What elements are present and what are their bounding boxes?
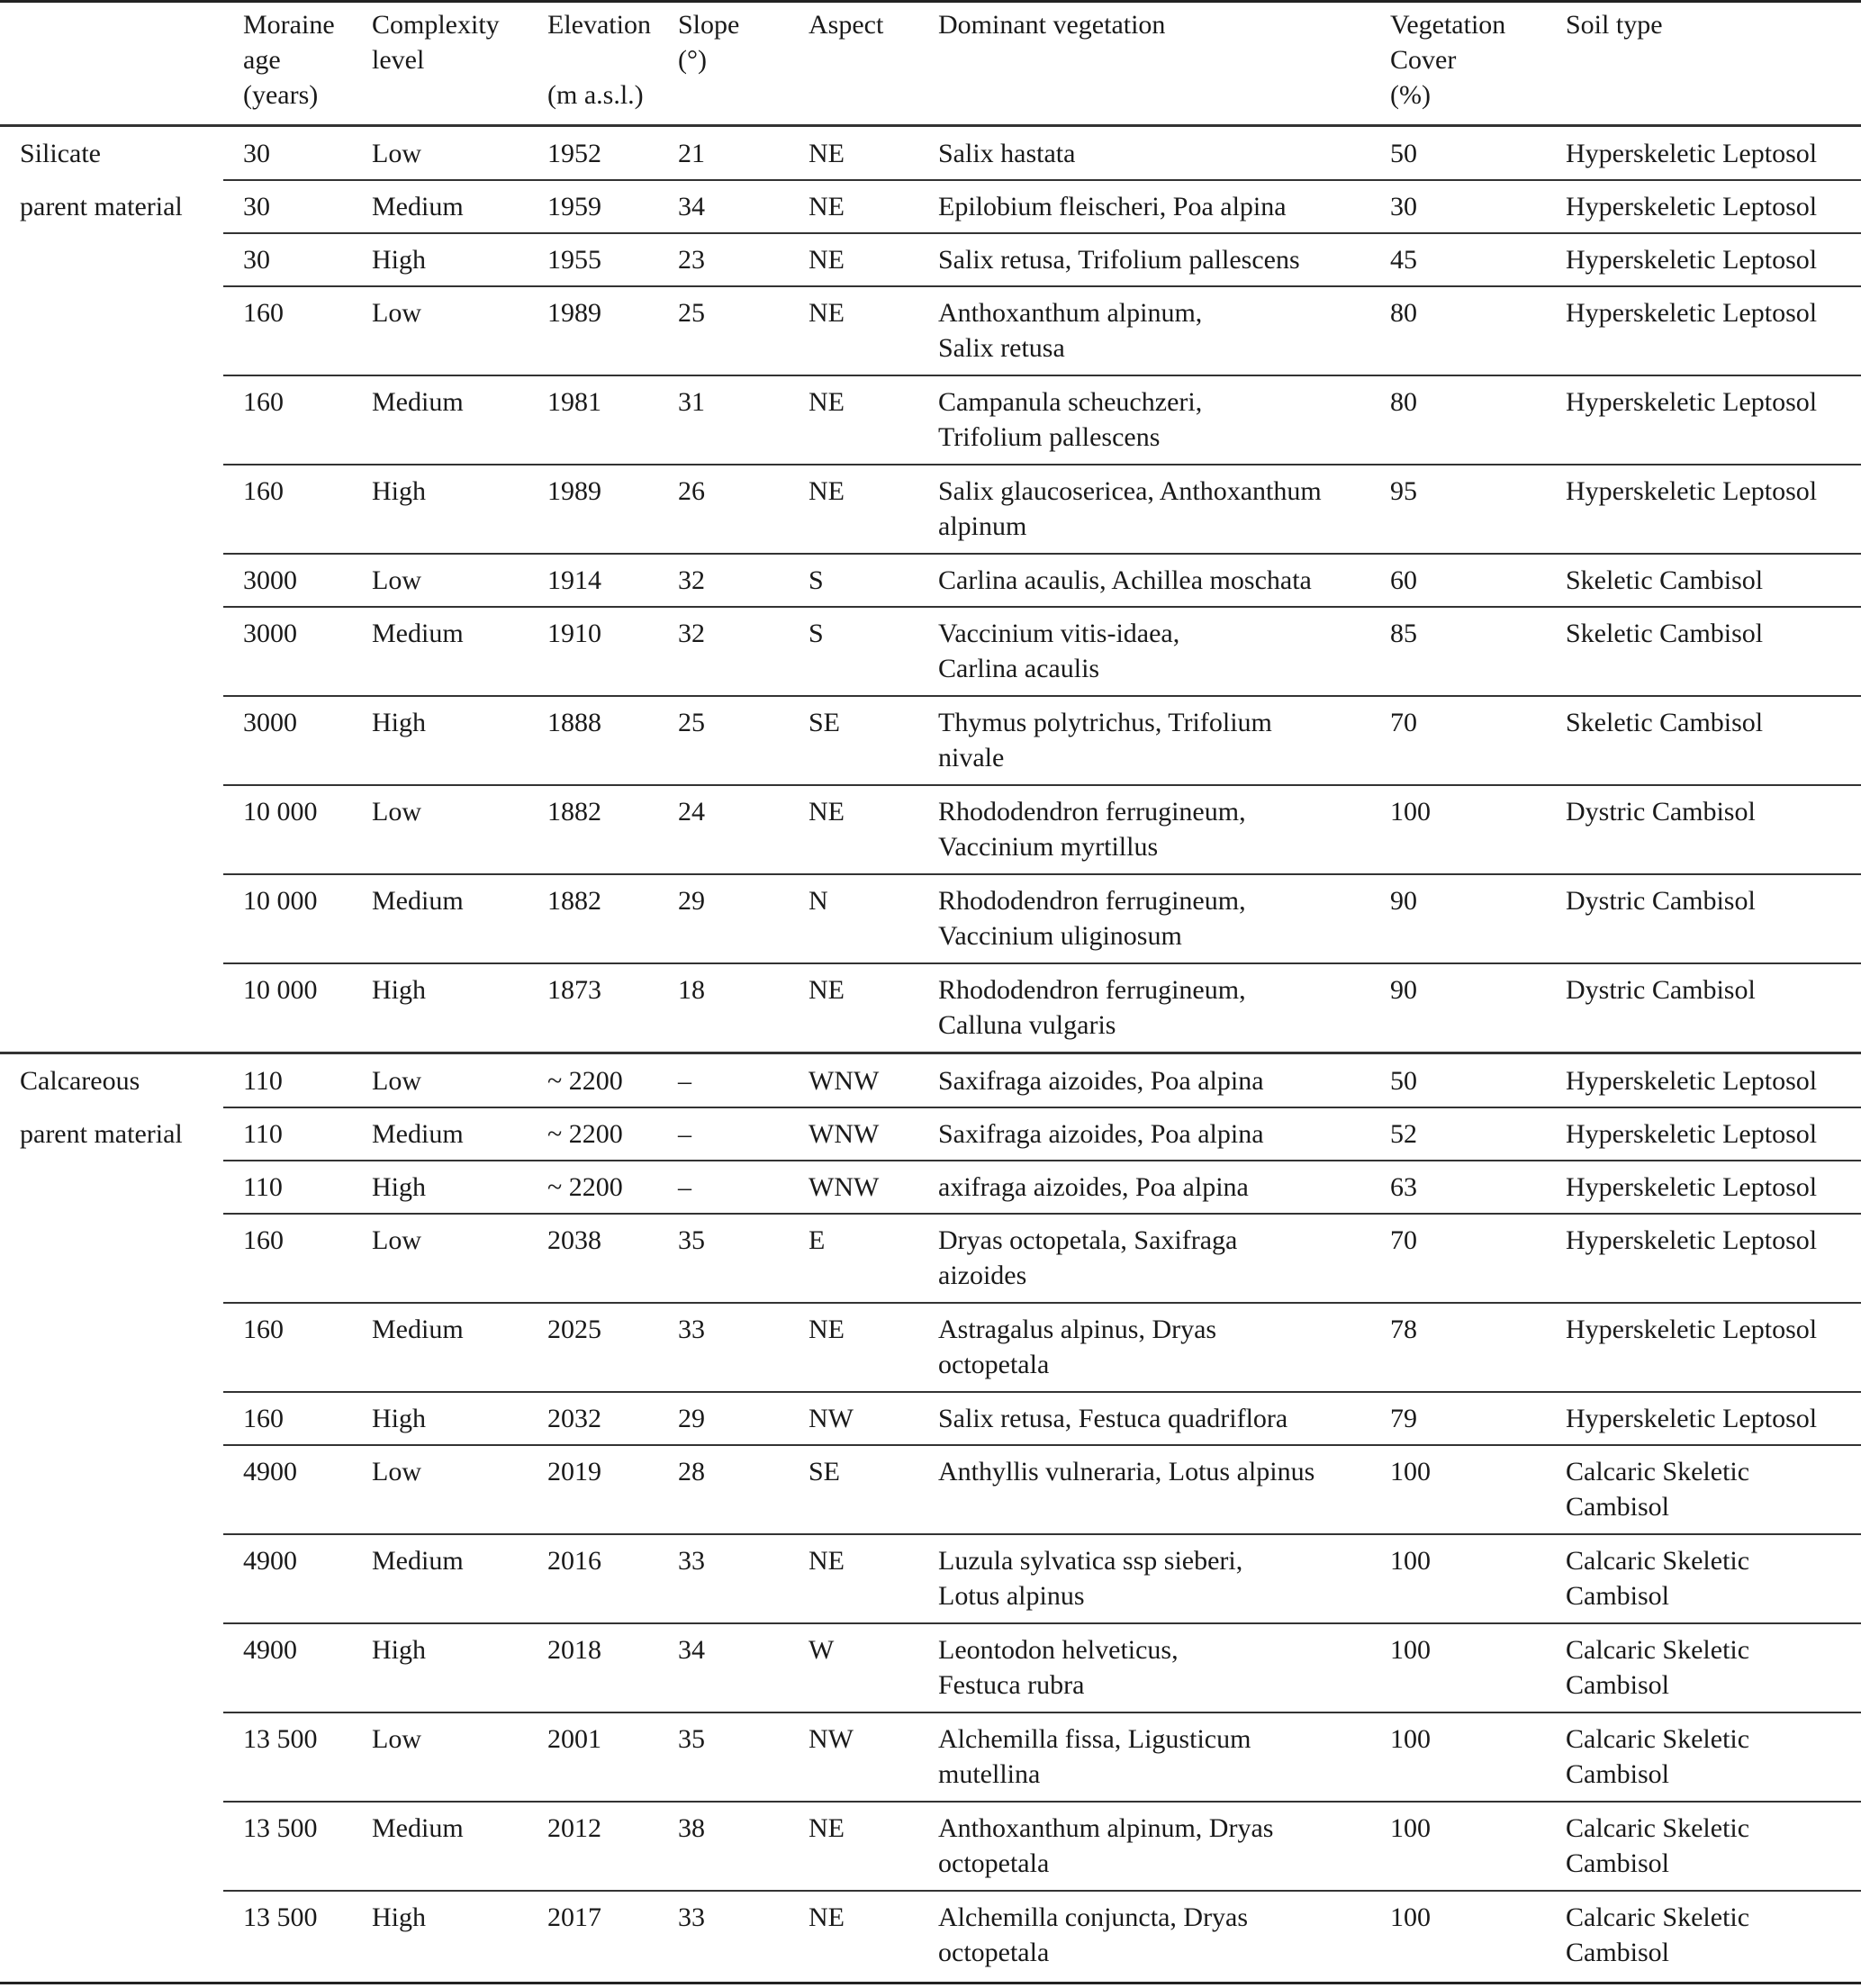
cell-soil-type: Dystric Cambisol — [1566, 886, 1756, 916]
cell-moraine-age: 160 — [243, 1225, 284, 1255]
table-row — [0, 963, 1861, 1053]
cell-vegetation-cover: 80 — [1390, 387, 1417, 417]
cell-slope: 31 — [678, 387, 705, 417]
cell-aspect: NE — [809, 797, 845, 827]
cell-dominant-vegetation: Alchemilla fissa, Ligusticum mutellina — [938, 1724, 1251, 1789]
cell-aspect: S — [809, 565, 824, 595]
cell-aspect: NW — [809, 1724, 854, 1754]
cell-aspect: WNW — [809, 1066, 880, 1096]
cell-complexity-level: High — [372, 1172, 426, 1202]
cell-moraine-age: 160 — [243, 476, 284, 506]
header-elevation: Elevation (m a.s.l.) — [547, 10, 651, 110]
cell-complexity-level: High — [372, 1404, 426, 1433]
cell-slope: 35 — [678, 1225, 705, 1255]
table-row — [0, 1802, 1861, 1891]
cell-moraine-age: 3000 — [243, 708, 297, 737]
cell-elevation: ~ 2200 — [547, 1066, 623, 1096]
cell-soil-type: Hyperskeletic Leptosol — [1566, 192, 1818, 221]
cell-dominant-vegetation: axifraga aizoides, Poa alpina — [938, 1172, 1249, 1202]
cell-slope: 25 — [678, 708, 705, 737]
cell-aspect: NE — [809, 139, 845, 168]
header-moraine-age: Moraine age (years) — [243, 10, 335, 110]
table-row — [0, 785, 1861, 874]
cell-vegetation-cover: 100 — [1390, 797, 1431, 827]
cell-vegetation-cover: 50 — [1390, 139, 1417, 168]
table-row — [0, 180, 1861, 233]
cell-dominant-vegetation: Rhododendron ferrugineum, Vaccinium myrtillus — [938, 797, 1246, 862]
cell-vegetation-cover: 45 — [1390, 245, 1417, 275]
cell-vegetation-cover: 100 — [1390, 1724, 1431, 1754]
header-vegetation-cover: Vegetation Cover (%) — [1390, 10, 1506, 110]
table-row — [0, 1623, 1861, 1712]
cell-slope: 29 — [678, 886, 705, 916]
cell-complexity-level: Medium — [372, 1119, 464, 1149]
cell-moraine-age: 3000 — [243, 565, 297, 595]
cell-slope: 24 — [678, 797, 705, 827]
cell-aspect: NE — [809, 975, 845, 1005]
cell-vegetation-cover: 100 — [1390, 1902, 1431, 1932]
cell-elevation: 1910 — [547, 619, 601, 648]
cell-complexity-level: Low — [372, 1066, 421, 1096]
cell-aspect: S — [809, 619, 824, 648]
table-row — [0, 1392, 1861, 1445]
cell-soil-type: Hyperskeletic Leptosol — [1566, 139, 1818, 168]
header-dominant-vegetation: Dominant vegetation — [938, 10, 1166, 40]
cell-dominant-vegetation: Campanula scheuchzeri, Trifolium pallescens — [938, 387, 1203, 452]
cell-moraine-age: 110 — [243, 1119, 283, 1149]
cell-elevation: 2016 — [547, 1546, 601, 1576]
cell-moraine-age: 30 — [243, 245, 270, 275]
cell-moraine-age: 4900 — [243, 1457, 297, 1486]
cell-moraine-age: 30 — [243, 192, 270, 221]
cell-complexity-level: Low — [372, 1724, 421, 1754]
cell-elevation: 1882 — [547, 886, 601, 916]
cell-complexity-level: Low — [372, 1457, 421, 1486]
cell-slope: 25 — [678, 298, 705, 328]
cell-slope: 34 — [678, 192, 705, 221]
cell-complexity-level: High — [372, 476, 426, 506]
cell-dominant-vegetation: Salix retusa, Festuca quadriflora — [938, 1404, 1288, 1433]
cell-vegetation-cover: 79 — [1390, 1404, 1417, 1433]
cell-soil-type: Calcaric Skeletic Cambisol — [1566, 1724, 1750, 1789]
cell-slope: 28 — [678, 1457, 705, 1486]
cell-soil-type: Hyperskeletic Leptosol — [1566, 1119, 1818, 1149]
cell-soil-type: Hyperskeletic Leptosol — [1566, 1315, 1818, 1344]
table-row — [0, 1161, 1861, 1214]
cell-dominant-vegetation: Alchemilla conjuncta, Dryas octopetala — [938, 1902, 1249, 1967]
cell-moraine-age: 10 000 — [243, 886, 318, 916]
cell-moraine-age: 160 — [243, 298, 284, 328]
cell-soil-type: Skeletic Cambisol — [1566, 708, 1764, 737]
cell-vegetation-cover: 63 — [1390, 1172, 1417, 1202]
group-label-line1: Silicate — [20, 139, 101, 168]
cell-slope: – — [678, 1066, 691, 1096]
cell-dominant-vegetation: Anthoxanthum alpinum, Dryas octopetala — [938, 1813, 1274, 1878]
cell-dominant-vegetation: Salix hastata — [938, 139, 1076, 168]
cell-complexity-level: High — [372, 1635, 426, 1665]
cell-vegetation-cover: 100 — [1390, 1813, 1431, 1843]
cell-dominant-vegetation: Thymus polytrichus, Trifolium nivale — [938, 708, 1272, 773]
cell-aspect: NE — [809, 387, 845, 417]
cell-aspect: NE — [809, 1902, 845, 1932]
cell-soil-type: Dystric Cambisol — [1566, 797, 1756, 827]
table-row — [0, 127, 1861, 180]
cell-complexity-level: High — [372, 1902, 426, 1932]
table-row — [0, 1445, 1861, 1534]
cell-elevation: 1989 — [547, 298, 601, 328]
cell-dominant-vegetation: Rhododendron ferrugineum, Vaccinium uliginosum — [938, 886, 1246, 951]
table-row — [0, 233, 1861, 286]
cell-dominant-vegetation: Salix retusa, Trifolium pallescens — [938, 245, 1300, 275]
cell-vegetation-cover: 52 — [1390, 1119, 1417, 1149]
table-header — [0, 7, 1861, 122]
table-row — [0, 375, 1861, 465]
table-row — [0, 1054, 1861, 1107]
table-row — [0, 1107, 1861, 1161]
header-slope: Slope (°) — [678, 10, 740, 75]
cell-soil-type: Hyperskeletic Leptosol — [1566, 1066, 1818, 1096]
cell-elevation: 1981 — [547, 387, 601, 417]
cell-moraine-age: 10 000 — [243, 797, 318, 827]
cell-aspect: SE — [809, 1457, 841, 1486]
cell-dominant-vegetation: Saxifraga aizoides, Poa alpina — [938, 1119, 1264, 1149]
cell-dominant-vegetation: Saxifraga aizoides, Poa alpina — [938, 1066, 1264, 1096]
cell-vegetation-cover: 80 — [1390, 298, 1417, 328]
group-label-line2: parent material — [20, 192, 183, 221]
cell-vegetation-cover: 60 — [1390, 565, 1417, 595]
table-row — [0, 874, 1861, 963]
table-top-rule — [0, 0, 1861, 3]
cell-elevation: 1959 — [547, 192, 601, 221]
cell-soil-type: Calcaric Skeletic Cambisol — [1566, 1813, 1750, 1878]
cell-complexity-level: Medium — [372, 387, 464, 417]
cell-soil-type: Hyperskeletic Leptosol — [1566, 1404, 1818, 1433]
cell-moraine-age: 13 500 — [243, 1724, 318, 1754]
cell-complexity-level: High — [372, 245, 426, 275]
cell-moraine-age: 110 — [243, 1066, 283, 1096]
cell-aspect: WNW — [809, 1172, 880, 1202]
cell-elevation: 1914 — [547, 565, 601, 595]
cell-elevation: ~ 2200 — [547, 1172, 623, 1202]
cell-moraine-age: 160 — [243, 387, 284, 417]
cell-elevation: 2001 — [547, 1724, 601, 1754]
cell-aspect: NE — [809, 1546, 845, 1576]
cell-vegetation-cover: 100 — [1390, 1546, 1431, 1576]
cell-elevation: 2032 — [547, 1404, 601, 1433]
cell-complexity-level: Medium — [372, 886, 464, 916]
table-row — [0, 1891, 1861, 1980]
cell-dominant-vegetation: Epilobium fleischeri, Poa alpina — [938, 192, 1287, 221]
cell-soil-type: Hyperskeletic Leptosol — [1566, 1172, 1818, 1202]
table-row — [0, 1534, 1861, 1623]
cell-slope: 34 — [678, 1635, 705, 1665]
cell-dominant-vegetation: Anthyllis vulneraria, Lotus alpinus — [938, 1457, 1315, 1486]
cell-complexity-level: High — [372, 975, 426, 1005]
cell-aspect: N — [809, 886, 828, 916]
cell-slope: 33 — [678, 1546, 705, 1576]
cell-complexity-level: Low — [372, 1225, 421, 1255]
group-label-line1: Calcareous — [20, 1066, 140, 1096]
cell-slope: 38 — [678, 1813, 705, 1843]
cell-dominant-vegetation: Salix glaucosericea, Anthoxanthum alpinum — [938, 476, 1322, 541]
cell-soil-type: Calcaric Skeletic Cambisol — [1566, 1457, 1750, 1522]
cell-elevation: ~ 2200 — [547, 1119, 623, 1149]
cell-slope: – — [678, 1172, 691, 1202]
header-aspect: Aspect — [809, 10, 884, 40]
cell-slope: 33 — [678, 1902, 705, 1932]
cell-elevation: 2012 — [547, 1813, 601, 1843]
cell-aspect: NE — [809, 298, 845, 328]
cell-moraine-age: 110 — [243, 1172, 283, 1202]
cell-soil-type: Calcaric Skeletic Cambisol — [1566, 1546, 1750, 1611]
cell-moraine-age: 10 000 — [243, 975, 318, 1005]
cell-elevation: 1882 — [547, 797, 601, 827]
cell-vegetation-cover: 95 — [1390, 476, 1417, 506]
cell-aspect: W — [809, 1635, 835, 1665]
table-row — [0, 1712, 1861, 1802]
cell-slope: 35 — [678, 1724, 705, 1754]
table-row — [0, 554, 1861, 607]
cell-dominant-vegetation: Vaccinium vitis-idaea, Carlina acaulis — [938, 619, 1180, 683]
cell-soil-type: Hyperskeletic Leptosol — [1566, 298, 1818, 328]
cell-complexity-level: Medium — [372, 619, 464, 648]
cell-elevation: 2025 — [547, 1315, 601, 1344]
cell-aspect: NE — [809, 192, 845, 221]
cell-vegetation-cover: 70 — [1390, 1225, 1417, 1255]
table-bottom-rule — [0, 1982, 1861, 1984]
cell-dominant-vegetation: Astragalus alpinus, Dryas octopetala — [938, 1315, 1217, 1379]
cell-soil-type: Hyperskeletic Leptosol — [1566, 387, 1818, 417]
table-row — [0, 465, 1861, 554]
cell-vegetation-cover: 78 — [1390, 1315, 1417, 1344]
cell-slope: 29 — [678, 1404, 705, 1433]
cell-dominant-vegetation: Leontodon helveticus, Festuca rubra — [938, 1635, 1179, 1700]
cell-soil-type: Hyperskeletic Leptosol — [1566, 476, 1818, 506]
cell-aspect: NE — [809, 245, 845, 275]
cell-elevation: 1888 — [547, 708, 601, 737]
cell-complexity-level: High — [372, 708, 426, 737]
cell-complexity-level: Medium — [372, 1315, 464, 1344]
cell-aspect: NW — [809, 1404, 854, 1433]
cell-slope: 18 — [678, 975, 705, 1005]
cell-slope: 26 — [678, 476, 705, 506]
cell-complexity-level: Medium — [372, 1813, 464, 1843]
header-complexity-level: Complexity level — [372, 10, 500, 75]
cell-soil-type: Skeletic Cambisol — [1566, 619, 1764, 648]
table-row — [0, 1303, 1861, 1392]
header-soil-type: Soil type — [1566, 10, 1663, 40]
cell-complexity-level: Low — [372, 139, 421, 168]
cell-moraine-age: 3000 — [243, 619, 297, 648]
cell-vegetation-cover: 50 — [1390, 1066, 1417, 1096]
cell-soil-type: Calcaric Skeletic Cambisol — [1566, 1902, 1750, 1967]
cell-moraine-age: 4900 — [243, 1546, 297, 1576]
cell-slope: 32 — [678, 619, 705, 648]
table-row — [0, 1214, 1861, 1303]
cell-dominant-vegetation: Luzula sylvatica ssp sieberi, Lotus alpinus — [938, 1546, 1243, 1611]
cell-slope: 33 — [678, 1315, 705, 1344]
cell-elevation: 1952 — [547, 139, 601, 168]
cell-vegetation-cover: 90 — [1390, 886, 1417, 916]
cell-complexity-level: Low — [372, 797, 421, 827]
cell-dominant-vegetation: Carlina acaulis, Achillea moschata — [938, 565, 1312, 595]
cell-aspect: NE — [809, 476, 845, 506]
cell-soil-type: Hyperskeletic Leptosol — [1566, 1225, 1818, 1255]
cell-complexity-level: Low — [372, 298, 421, 328]
cell-vegetation-cover: 90 — [1390, 975, 1417, 1005]
table-row — [0, 286, 1861, 375]
cell-aspect: NE — [809, 1315, 845, 1344]
cell-soil-type: Dystric Cambisol — [1566, 975, 1756, 1005]
cell-aspect: NE — [809, 1813, 845, 1843]
cell-vegetation-cover: 70 — [1390, 708, 1417, 737]
cell-aspect: SE — [809, 708, 841, 737]
cell-elevation: 1955 — [547, 245, 601, 275]
cell-aspect: E — [809, 1225, 826, 1255]
table-row — [0, 696, 1861, 785]
cell-moraine-age: 160 — [243, 1315, 284, 1344]
cell-complexity-level: Medium — [372, 192, 464, 221]
table-row — [0, 607, 1861, 696]
cell-vegetation-cover: 100 — [1390, 1457, 1431, 1486]
cell-moraine-age: 4900 — [243, 1635, 297, 1665]
cell-elevation: 2038 — [547, 1225, 601, 1255]
cell-soil-type: Calcaric Skeletic Cambisol — [1566, 1635, 1750, 1700]
cell-elevation: 2017 — [547, 1902, 601, 1932]
cell-dominant-vegetation: Rhododendron ferrugineum, Calluna vulgaris — [938, 975, 1246, 1040]
cell-moraine-age: 13 500 — [243, 1813, 318, 1843]
cell-dominant-vegetation: Dryas octopetala, Saxifraga aizoides — [938, 1225, 1238, 1290]
cell-vegetation-cover: 100 — [1390, 1635, 1431, 1665]
cell-slope: 21 — [678, 139, 705, 168]
group-label-line2: parent material — [20, 1119, 183, 1149]
cell-slope: 32 — [678, 565, 705, 595]
cell-slope: 23 — [678, 245, 705, 275]
cell-elevation: 2018 — [547, 1635, 601, 1665]
cell-elevation: 1873 — [547, 975, 601, 1005]
cell-moraine-age: 160 — [243, 1404, 284, 1433]
cell-soil-type: Skeletic Cambisol — [1566, 565, 1764, 595]
cell-elevation: 1989 — [547, 476, 601, 506]
cell-soil-type: Hyperskeletic Leptosol — [1566, 245, 1818, 275]
cell-vegetation-cover: 85 — [1390, 619, 1417, 648]
cell-aspect: WNW — [809, 1119, 880, 1149]
cell-complexity-level: Low — [372, 565, 421, 595]
cell-moraine-age: 30 — [243, 139, 270, 168]
cell-moraine-age: 13 500 — [243, 1902, 318, 1932]
cell-complexity-level: Medium — [372, 1546, 464, 1576]
cell-slope: – — [678, 1119, 691, 1149]
cell-dominant-vegetation: Anthoxanthum alpinum, Salix retusa — [938, 298, 1203, 363]
cell-vegetation-cover: 30 — [1390, 192, 1417, 221]
cell-elevation: 2019 — [547, 1457, 601, 1486]
